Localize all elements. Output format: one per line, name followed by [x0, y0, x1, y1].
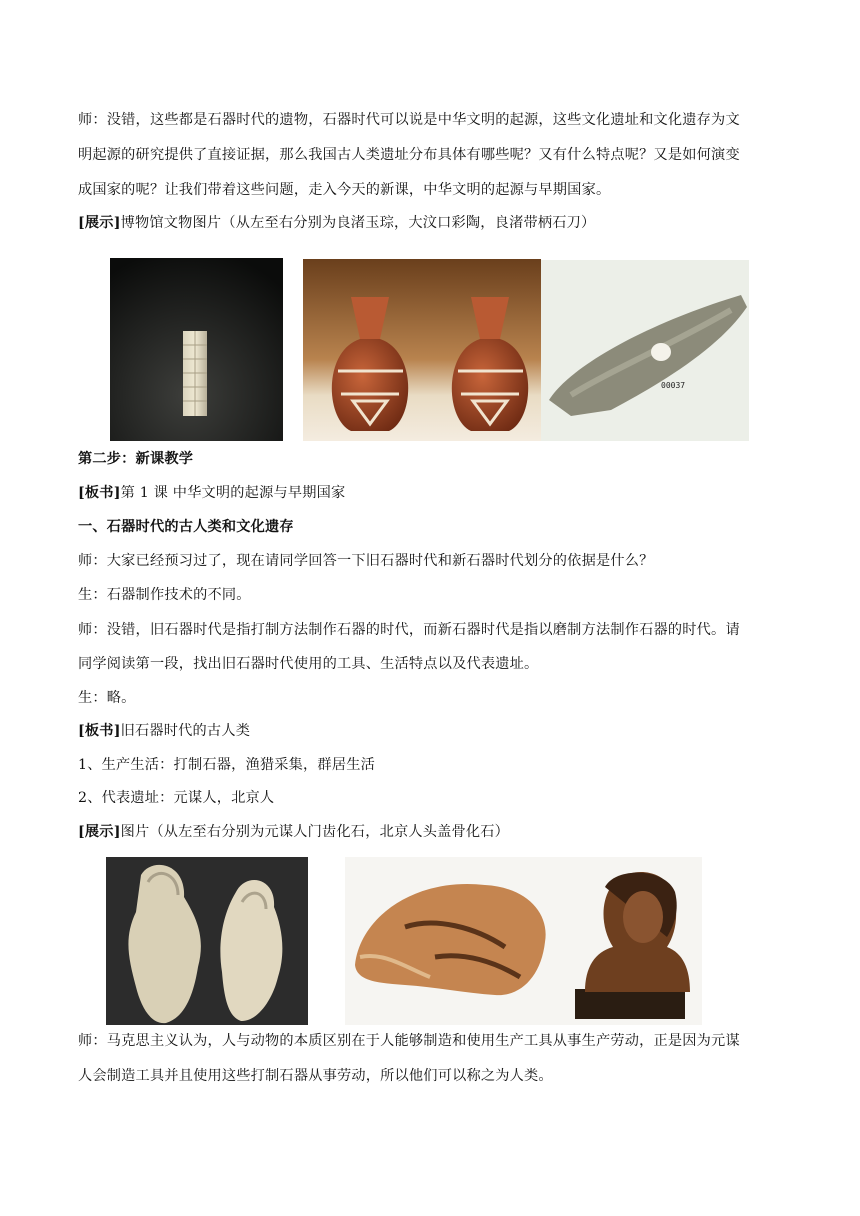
dawenkou-pottery-image — [303, 259, 541, 441]
board2-tag: [板书] — [78, 723, 121, 739]
final-para-line1: 师：马克思主义认为，人与动物的本质区别在于人能够制造和使用生产工具从事生产劳动，正是因为元谋 — [78, 1033, 740, 1049]
student-answer: 生：石器制作技术的不同。 — [78, 587, 251, 603]
stone-knife-image — [541, 260, 749, 441]
board2-text: 旧石器时代的古人类 — [120, 723, 251, 739]
peking-man-fossil-image — [345, 857, 702, 1025]
student-b: 生：略。 — [78, 690, 136, 706]
board1-text: 第 1 课 中华文明的起源与早期国家 — [120, 485, 346, 501]
show2-line — [78, 823, 790, 841]
board1-tag: [板书] — [78, 485, 121, 501]
yuanmou-teeth-image — [106, 857, 308, 1025]
teacher2-line2: 同学阅读第一段，找出旧石器时代使用的工具、生活特点以及代表遗址。 — [78, 656, 539, 672]
section1-heading: 一、石器时代的古人类和文化遗存 — [78, 519, 294, 535]
final-para-line2: 人会制造工具并且使用这些打制石器从事劳动，所以他们可以称之为人类。 — [78, 1068, 553, 1084]
step2-heading: 第二步：新课教学 — [78, 451, 194, 467]
board1-line — [78, 484, 790, 502]
show1-line — [78, 214, 790, 232]
list-item-2: 2、代表遗址：元谋人，北京人 — [78, 790, 275, 806]
show1-tag: [展示] — [78, 215, 121, 231]
para1-line3: 成国家的呢？让我们带着这些问题，走入今天的新课，中华文明的起源与早期国家。 — [78, 182, 611, 198]
show2-tag: [展示] — [78, 824, 121, 840]
para1-line2: 明起源的研究提供了直接证据，那么我国古人类遗址分布具体有哪些呢？又有什么特点呢？又是如何演变 — [78, 147, 740, 163]
show1-text: 博物馆文物图片（从左至右分别为良渚玉琮，大汶口彩陶，良渚带柄石刀） — [120, 215, 596, 231]
list-item-1: 1、生产生活：打制石器，渔猎采集，群居生活 — [78, 757, 375, 773]
para1-line1: 师：没错，这些都是石器时代的遗物，石器时代可以说是中华文明的起源，这些文化遗址和文化遗存为文 — [78, 112, 740, 128]
teacher2-line1: 师：没错，旧石器时代是指打制方法制作石器的时代，而新石器时代是指以磨制方法制作石器的时代。请 — [78, 622, 740, 638]
show2-text: 图片（从左至右分别为元谋人门齿化石，北京人头盖骨化石） — [120, 824, 510, 840]
board2-line — [78, 722, 790, 740]
stone-label-text: 00037 — [661, 381, 686, 390]
jade-cong-image — [110, 258, 283, 441]
teacher-question: 师：大家已经预习过了，现在请同学回答一下旧石器时代和新石器时代划分的依据是什么？ — [78, 553, 654, 569]
